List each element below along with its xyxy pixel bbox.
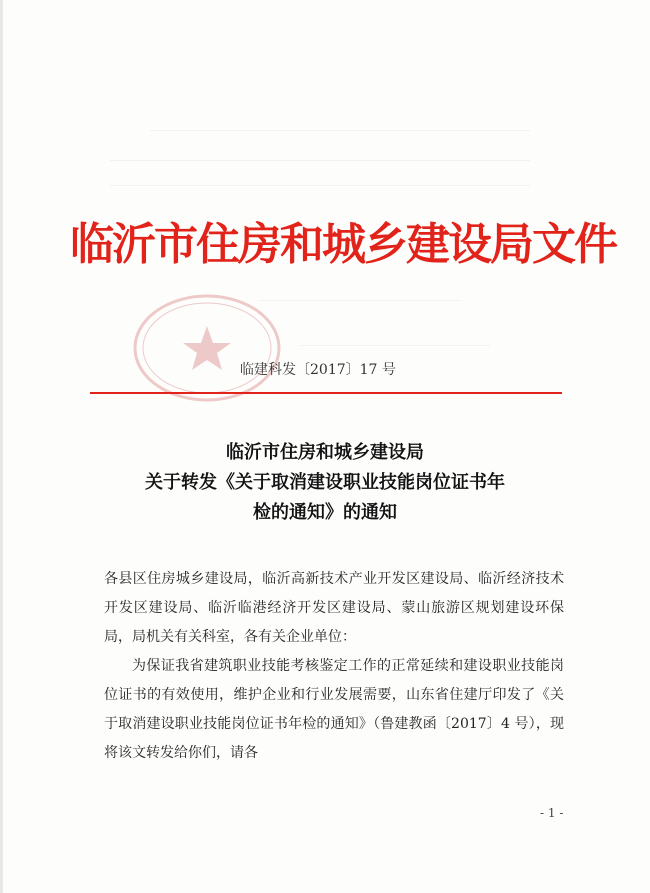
page-number: - 1 - (540, 806, 564, 820)
red-divider-line (90, 392, 562, 394)
document-header-title: 临沂市住房和城乡建设局文件 (70, 219, 616, 270)
notice-title (80, 438, 570, 528)
document-number: 临建科发〔2017〕17 号 (240, 362, 396, 378)
bleed-through-line (110, 185, 530, 186)
notice-title-line: 检的通知》的通知 (253, 502, 397, 523)
body-paragraph: 为保证我省建筑职业技能考核鉴定工作的正常延续和建设职业技能岗位证书的有效使用，维护企业和行业发展需要，山东省住建厅印发了《关于取消建设职业技能岗位证书年检的通知》（鲁建教函〔2017〕4 号），现将该文转发给你们，请各 (104, 658, 564, 761)
notice-title-line: 临沂市住房和城乡建设局 (226, 442, 424, 463)
bleed-through-line (300, 345, 490, 346)
recipients-paragraph: 各县区住房城乡建设局，临沂高新技术产业开发区建设局、临沂经济技术开发区建设局、临沂临港经济开发区建设局、蒙山旅游区规划建设环保局，局机关有关科室，各有关企业单位： (104, 571, 564, 645)
notice-body (104, 565, 564, 768)
official-seal-icon (122, 288, 292, 403)
bleed-through-line (110, 160, 530, 161)
page-edge (0, 0, 3, 893)
bleed-through-line (150, 130, 530, 131)
notice-title-line: 关于转发《关于取消建设职业技能岗位证书年 (145, 472, 505, 493)
